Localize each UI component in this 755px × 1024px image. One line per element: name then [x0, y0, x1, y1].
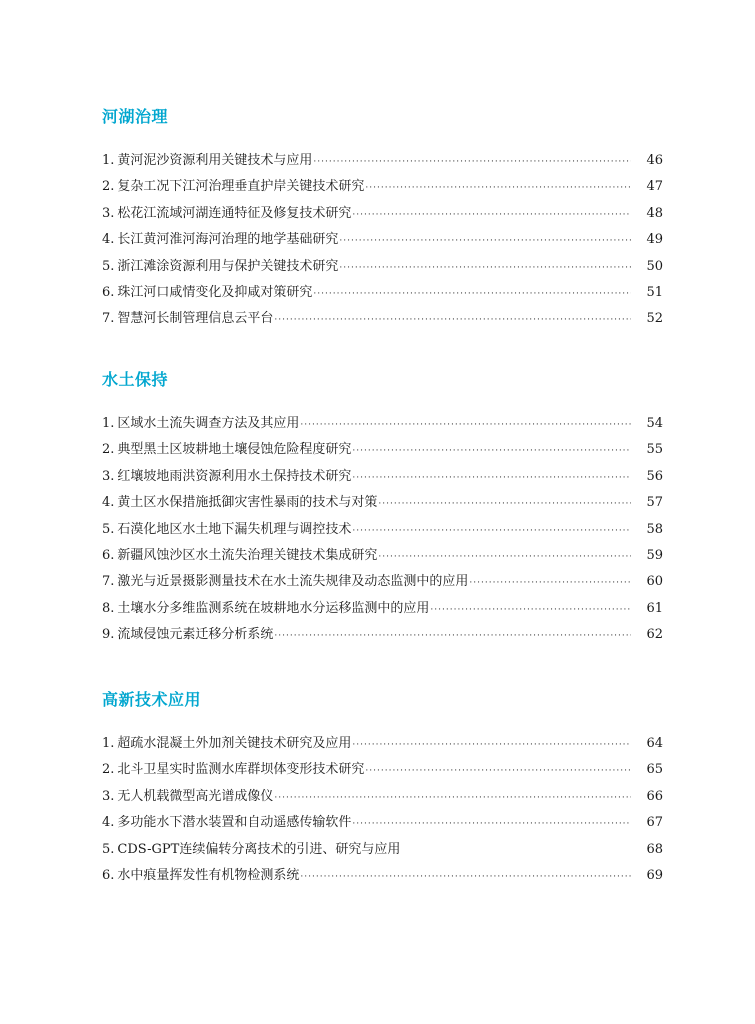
toc-entry[interactable]	[102, 411, 663, 437]
dot-leader	[469, 570, 631, 596]
toc-entry[interactable]	[102, 490, 663, 516]
entry-title: 多功能水下潜水装置和自动遥感传输软件	[117, 815, 352, 831]
entry-title: 流域侵蚀元素迁移分析系统	[117, 627, 274, 643]
dot-leader	[300, 864, 631, 890]
entry-title: 激光与近景摄影测量技术在水土流失规律及动态监测中的应用	[117, 574, 469, 590]
toc-entry[interactable]	[102, 543, 663, 569]
entry-title: 石漠化地区水土地下漏失机理与调控技术	[117, 521, 352, 537]
toc-entry[interactable]	[102, 227, 663, 253]
toc-entry[interactable]	[102, 174, 663, 200]
entry-number: 3.	[102, 468, 115, 484]
dot-leader	[300, 412, 631, 438]
toc-entry[interactable]	[102, 837, 663, 863]
dot-leader	[378, 544, 631, 570]
entry-title: 智慧河长制管理信息云平台	[117, 311, 274, 327]
dot-leader	[313, 281, 631, 307]
dot-leader	[352, 438, 631, 464]
toc-entry[interactable]	[102, 517, 663, 543]
dot-leader	[339, 228, 631, 254]
toc-entry[interactable]	[102, 201, 663, 227]
entry-page-number: 68	[646, 841, 663, 857]
dot-leader	[365, 175, 631, 201]
entry-page-number: 65	[646, 762, 663, 778]
toc-entry[interactable]	[102, 810, 663, 836]
entry-page-number: 48	[646, 205, 663, 221]
entry-title: 水中痕量挥发性有机物检测系统	[117, 867, 300, 883]
entry-number: 1.	[102, 416, 115, 431]
entry-title: 珠江河口咸情变化及抑咸对策研究	[117, 284, 313, 300]
dot-leader	[274, 307, 631, 333]
entry-number: 7.	[102, 311, 115, 327]
entry-title: 复杂工况下江河治理垂直护岸关键技术研究	[117, 179, 365, 195]
toc-entry[interactable]	[102, 280, 663, 306]
entry-number: 6.	[102, 284, 115, 300]
dot-leader	[352, 465, 631, 491]
entry-title: 北斗卫星实时监测水库群坝体变形技术研究	[117, 762, 365, 778]
entry-number: 5.	[102, 841, 115, 857]
toc-entry[interactable]	[102, 306, 663, 332]
entry-page-number: 58	[646, 521, 663, 537]
entry-page-number: 60	[646, 574, 663, 590]
entry-title: 松花江流域河湖连通特征及修复技术研究	[117, 205, 352, 221]
entry-title: 区域水土流失调查方法及其应用	[117, 416, 300, 431]
dot-leader	[339, 255, 631, 281]
entry-title: CDS-GPT连续偏转分离技术的引进、研究与应用	[117, 841, 401, 857]
section-title-soil-water-conservation: 水土保持	[102, 370, 169, 389]
toc-entry[interactable]	[102, 784, 663, 810]
entry-number: 2.	[102, 442, 115, 458]
section-title-high-tech-application: 高新技术应用	[102, 690, 202, 709]
dot-leader	[430, 597, 631, 623]
entry-page-number: 66	[646, 788, 663, 804]
toc-entry[interactable]	[102, 596, 663, 622]
entry-page-number: 67	[646, 815, 663, 831]
entry-page-number: 54	[646, 416, 663, 431]
dot-leader	[365, 758, 631, 784]
entry-number: 4.	[102, 495, 115, 511]
entry-number: 5.	[102, 258, 115, 274]
entry-page-number: 55	[646, 442, 663, 458]
entry-page-number: 64	[646, 736, 663, 751]
entry-number: 5.	[102, 521, 115, 537]
entry-title: 长江黄河淮河海河治理的地学基础研究	[117, 232, 339, 248]
entry-number: 2.	[102, 179, 115, 195]
entry-number: 4.	[102, 232, 115, 248]
entry-number: 2.	[102, 762, 115, 778]
entry-title: 黄土区水保措施抵御灾害性暴雨的技术与对策	[117, 495, 378, 511]
toc-entry[interactable]	[102, 757, 663, 783]
entry-number: 3.	[102, 205, 115, 221]
entry-number: 8.	[102, 600, 115, 616]
entry-title: 新疆风蚀沙区水土流失治理关键技术集成研究	[117, 547, 378, 563]
dot-leader	[352, 732, 631, 758]
dot-leader	[274, 785, 631, 811]
section-title-river-lake-governance: 河湖治理	[102, 107, 169, 126]
entry-title: 黄河泥沙资源利用关键技术与应用	[117, 153, 313, 168]
toc-entry[interactable]	[102, 464, 663, 490]
toc-list-river-lake-governance	[102, 148, 663, 333]
entry-page-number: 49	[646, 232, 663, 248]
toc-entry[interactable]	[102, 437, 663, 463]
dot-leader	[352, 518, 631, 544]
entry-page-number: 59	[646, 547, 663, 563]
entry-page-number: 56	[646, 468, 663, 484]
dot-leader	[274, 623, 631, 649]
entry-title: 浙江滩涂资源利用与保护关键技术研究	[117, 258, 339, 274]
toc-entry[interactable]	[102, 731, 663, 757]
toc-entry[interactable]	[102, 254, 663, 280]
dot-leader	[352, 811, 631, 837]
entry-number: 6.	[102, 867, 115, 883]
entry-page-number: 51	[646, 284, 663, 300]
toc-list-soil-water-conservation	[102, 411, 663, 649]
entry-title: 超疏水混凝土外加剂关键技术研究及应用	[117, 736, 352, 751]
toc-entry[interactable]	[102, 863, 663, 889]
entry-title: 土壤水分多维监测系统在坡耕地水分运移监测中的应用	[117, 600, 430, 616]
entry-page-number: 47	[646, 179, 663, 195]
entry-page-number: 50	[646, 258, 663, 274]
dot-leader	[313, 149, 631, 175]
toc-entry[interactable]	[102, 569, 663, 595]
entry-number: 6.	[102, 547, 115, 563]
entry-number: 9.	[102, 627, 115, 643]
entry-page-number: 57	[646, 495, 663, 511]
entry-page-number: 69	[646, 867, 663, 883]
entry-title: 典型黑土区坡耕地土壤侵蚀危险程度研究	[117, 442, 352, 458]
entry-number: 1.	[102, 153, 115, 168]
entry-number: 3.	[102, 788, 115, 804]
entry-number: 4.	[102, 815, 115, 831]
toc-entry[interactable]	[102, 622, 663, 648]
entry-page-number: 62	[646, 627, 663, 643]
dot-leader	[352, 202, 631, 228]
entry-title: 红壤坡地雨洪资源利用水土保持技术研究	[117, 468, 352, 484]
entry-number: 1.	[102, 736, 115, 751]
entry-page-number: 52	[646, 311, 663, 327]
toc-entry[interactable]	[102, 148, 663, 174]
entry-page-number: 46	[646, 153, 663, 168]
entry-page-number: 61	[646, 600, 663, 616]
toc-list-high-tech-application	[102, 731, 663, 889]
dot-leader	[378, 491, 631, 517]
entry-title: 无人机载微型高光谱成像仪	[117, 788, 274, 804]
entry-number: 7.	[102, 574, 115, 590]
